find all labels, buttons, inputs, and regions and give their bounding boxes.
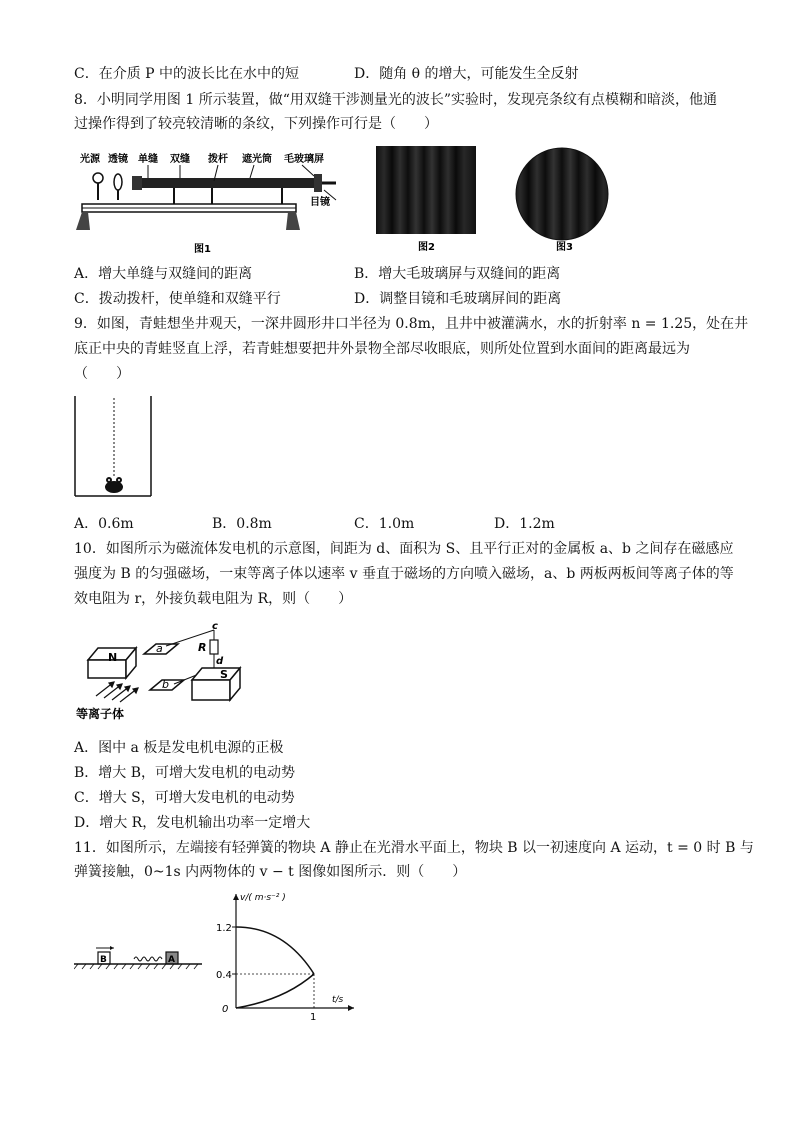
- curve-b: [236, 927, 314, 974]
- graph-xtick-1: 1: [310, 1012, 317, 1022]
- label-light-source: 光源: [80, 154, 100, 165]
- fig-label-n: N: [108, 651, 118, 664]
- fig-label-d: d: [216, 656, 224, 667]
- shade-tube-shape: [138, 178, 318, 188]
- fig1-caption: 图1: [194, 244, 211, 255]
- q11-stem-line-1: 11．如图所示，左端接有轻弹簧的物块 A 静止在光滑水平面上，物块 B 以一初速度向 A 运动，t = 0 时 B 与: [74, 840, 754, 856]
- q7-option-c: C．在介质 P 中的波长比在水中的短: [74, 66, 300, 82]
- plasma-arrows-icon: [96, 682, 138, 702]
- fig-label-r: R: [198, 641, 207, 654]
- q8-option-b: B．增大毛玻璃屏与双缝间的距离: [354, 266, 561, 282]
- graph-ytick-0-4: 0.4: [216, 970, 232, 981]
- q9-option-b: B．0.8m: [212, 516, 272, 532]
- q9-stem-line-2: 底正中央的青蛙竖直上浮，若青蛙想要把井外景物全部尽收眼底，则所处位置到水面间的距离最远为: [74, 341, 690, 357]
- label-ground-glass: 毛玻璃屏: [284, 154, 324, 165]
- q8-stem-line-1: 8．小明同学用图 1 所示装置，做“用双缝干涉测量光的波长”实验时，发现亮条纹有点模糊和暗淡，他通: [74, 92, 718, 108]
- bulb-icon: [93, 173, 103, 183]
- q9-option-c: C．1.0m: [354, 516, 415, 532]
- q10-stem-line-3: 效电阻为 r，外接负载电阻为 R，则（ ）: [74, 591, 353, 607]
- q8-option-d: D．调整目镜和毛玻璃屏间的距离: [354, 291, 562, 307]
- frog-icon: [105, 477, 123, 493]
- graph-ylabel: v/( m·s⁻² ): [240, 893, 286, 903]
- q10-stem-line-2: 强度为 B 的匀强磁场，一束等离子体以速率 v 垂直于磁场的方向喷入磁场，a、b 两板两板间等离子体的等: [74, 566, 734, 582]
- q10-option-a: A．图中 a 板是发电机电源的正极: [74, 740, 284, 756]
- fig3-caption: 图3: [556, 242, 573, 253]
- q10-option-c: C．增大 S，可增大发电机的电动势: [74, 790, 295, 806]
- fig-label-s: S: [220, 668, 228, 681]
- q9-well-figure: [74, 396, 154, 498]
- q10-stem-line-1: 10．如图所示为磁流体发电机的示意图，间距为 d、面积为 S、且平行正对的金属板 a、b 之间存在磁感应: [74, 541, 734, 557]
- label-lever: 拨杆: [208, 154, 228, 165]
- q8-stem-line-2: 过操作得到了较亮较清晰的条纹，下列操作可行是（ ）: [74, 116, 438, 132]
- q10-option-d: D．增大 R，发电机输出功率一定增大: [74, 815, 311, 831]
- fig-label-a: a: [156, 642, 163, 655]
- q8-figure-2-fringes: [374, 146, 478, 256]
- label-double-slit: 双缝: [170, 154, 190, 165]
- q8-figure-3-fringes: [512, 146, 616, 256]
- q11-vt-graph: [214, 888, 364, 1022]
- block-b-label: B: [100, 955, 107, 965]
- fig2-caption: 图2: [418, 242, 435, 253]
- graph-ytick-1-2: 1.2: [216, 923, 232, 934]
- fig-label-c: c: [212, 621, 218, 632]
- fig-label-plasma: 等离子体: [76, 707, 125, 721]
- curve-a: [236, 974, 314, 1008]
- q9-stem-line-3: （ ）: [74, 366, 130, 382]
- resistor-icon: [210, 640, 218, 654]
- graph-xlabel: t/s: [332, 995, 344, 1005]
- label-single-slit: 单缝: [138, 154, 158, 165]
- q7-option-d: D．随角 θ 的增大，可能发生全反射: [354, 66, 579, 82]
- label-lens: 透镜: [108, 154, 128, 165]
- label-shade-tube: 遮光筒: [242, 154, 272, 165]
- graph-ytick-0: 0: [222, 1004, 229, 1015]
- q10-option-b: B．增大 B，可增大发电机的电动势: [74, 765, 296, 781]
- q8-figure-1-apparatus: [74, 148, 354, 258]
- spring-icon: [134, 957, 162, 961]
- label-eyepiece: 目镜: [310, 197, 330, 208]
- q8-option-a: A．增大单缝与双缝间的距离: [74, 266, 253, 282]
- q11-blocks-figure: [74, 944, 204, 974]
- lens-icon: [114, 174, 122, 190]
- q10-mhd-generator-figure: [74, 620, 264, 724]
- q11-stem-line-2: 弹簧接触，0~1s 内两物体的 v − t 图像如图所示．则（ ）: [74, 864, 467, 880]
- q9-stem-line-1: 9．如图，青蛙想坐井观天，一深井圆形井口半径为 0.8m，且井中被灌满水，水的折射率 n = 1.25，处在井: [74, 316, 749, 332]
- q9-option-d: D．1.2m: [494, 516, 555, 532]
- block-a-label: A: [168, 955, 175, 965]
- fig-label-b: b: [162, 678, 169, 691]
- q9-option-a: A．0.6m: [74, 516, 134, 532]
- q8-option-c: C．拨动拨杆，使单缝和双缝平行: [74, 291, 281, 307]
